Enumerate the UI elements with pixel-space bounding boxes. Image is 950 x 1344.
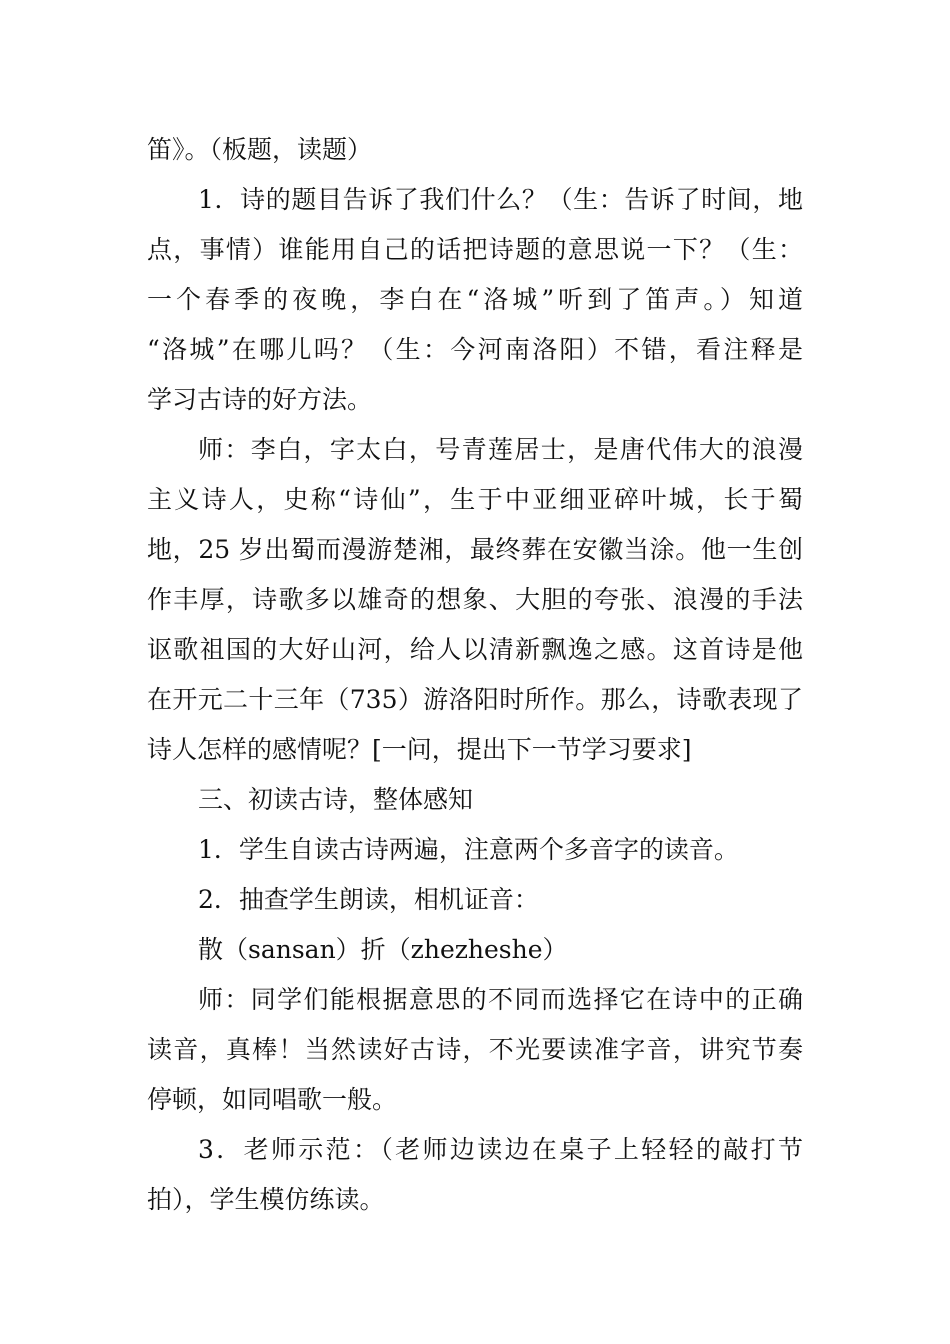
text-line-4: 一个春季的夜晚，李白在“洛城”听到了笛声。）知道: [147, 285, 803, 314]
text-line-17: 散（sansan）折（zhezheshe）: [198, 935, 568, 964]
text-line-9: 地，25 岁出蜀而漫游楚湘，最终葬在安徽当涂。他一生创: [147, 535, 803, 564]
text-line-11: 讴歌祖国的大好山河，给人以清新飘逸之感。这首诗是他: [147, 635, 803, 664]
text-line-16: 2．抽查学生朗读，相机证音：: [198, 885, 539, 914]
text-line-20: 停顿，如同唱歌一般。: [147, 1085, 398, 1114]
section-heading: 三、初读古诗，整体感知: [198, 785, 474, 814]
text-line-8: 主义诗人，史称“诗仙”，生于中亚细亚碎叶城，长于蜀: [147, 485, 803, 514]
text-line-13: 诗人怎样的感情呢？[一问，提出下一节学习要求]: [147, 735, 692, 764]
text-line-15: 1．学生自读古诗两遍，注意两个多音字的读音。: [198, 835, 739, 864]
text-line-2: 1．诗的题目告诉了我们什么？（生：告诉了时间，地: [198, 185, 803, 214]
text-line-1: 笛》。（板题，读题）: [147, 135, 373, 164]
text-line-3: 点，事情）谁能用自己的话把诗题的意思说一下？（生：: [147, 235, 803, 264]
text-line-22: 拍），学生模仿练读。: [147, 1185, 385, 1214]
text-line-5: “洛城”在哪儿吗？（生：今河南洛阳）不错，看注释是: [147, 335, 803, 364]
text-line-10: 作丰厚，诗歌多以雄奇的想象、大胆的夸张、浪漫的手法: [147, 585, 803, 614]
text-line-12: 在开元二十三年（735）游洛阳时所作。那么，诗歌表现了: [147, 685, 803, 714]
text-line-21: 3．老师示范：（老师边读边在桌子上轻轻的敲打节: [198, 1135, 803, 1164]
text-line-18: 师：同学们能根据意思的不同而选择它在诗中的正确: [198, 985, 803, 1014]
text-line-6: 学习古诗的好方法。: [147, 385, 373, 414]
text-line-19: 读音，真棒！当然读好古诗，不光要读准字音，讲究节奏: [147, 1035, 803, 1064]
text-line-7: 师：李白，字太白，号青莲居士，是唐代伟大的浪漫: [198, 435, 803, 464]
